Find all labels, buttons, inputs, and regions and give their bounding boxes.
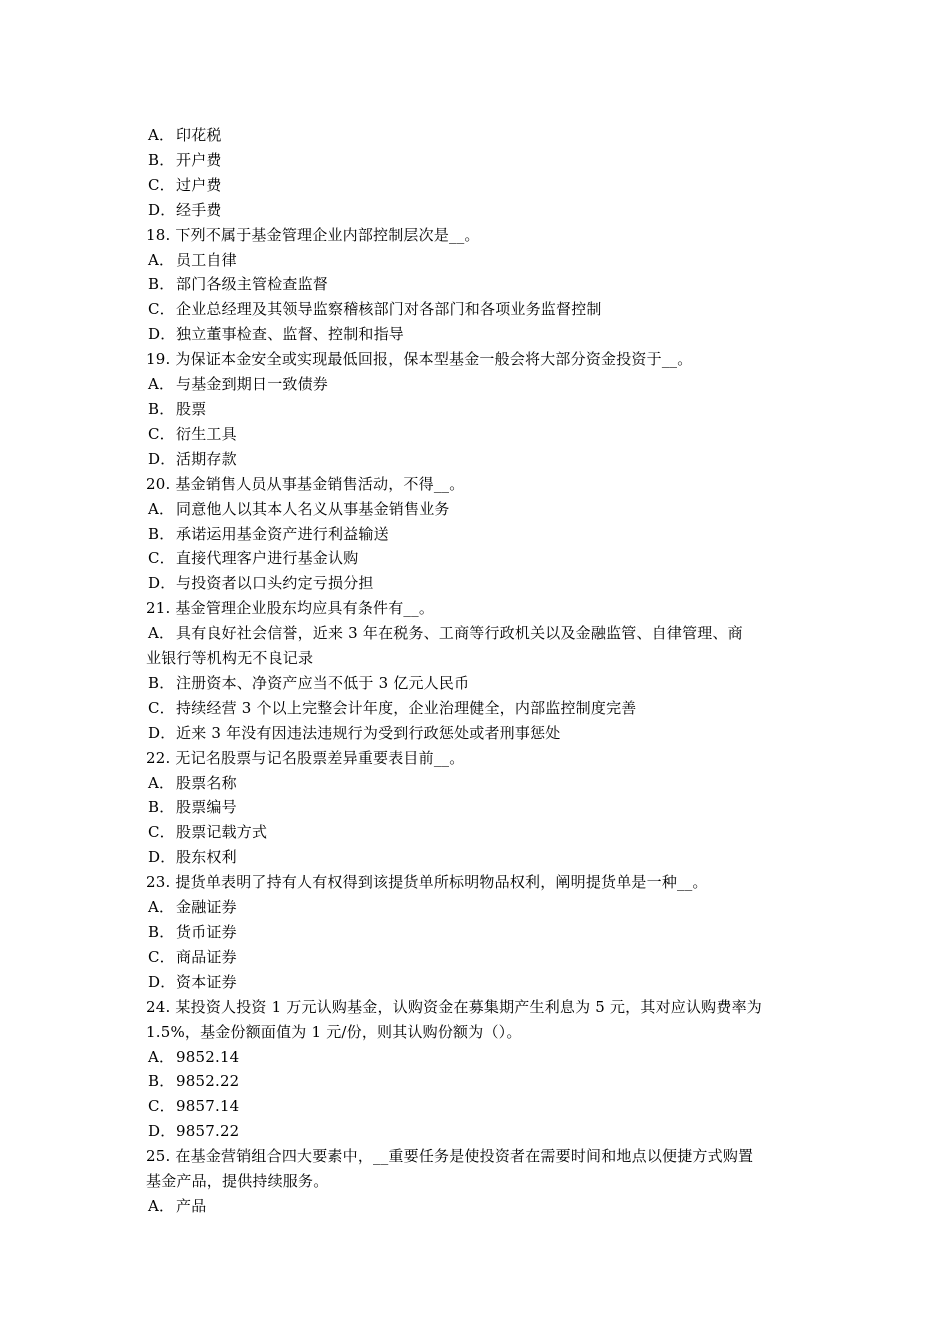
option-text: 近来 3 年没有因违法违规行为受到行政惩处或者刑事惩处 <box>176 723 561 742</box>
option-text: 9857.14 <box>176 1097 240 1116</box>
option-letter: C． <box>148 823 175 842</box>
option-text: 与基金到期日一致债券 <box>176 375 329 394</box>
option-text: 9852.22 <box>176 1072 240 1091</box>
answer-option <box>146 546 810 571</box>
answer-option <box>146 522 810 547</box>
option-text: 资本证券 <box>176 972 237 991</box>
option-text: 具有良好社会信誉，近来 3 年在税务、工商等行政机关以及金融监管、自律管理、商 <box>176 624 743 643</box>
option-letter: B． <box>148 524 175 543</box>
answer-option <box>146 1094 810 1119</box>
answer-option <box>146 1119 810 1144</box>
option-letter: D． <box>148 723 176 742</box>
option-text: 开户费 <box>176 150 222 169</box>
option-letter: D． <box>148 574 176 593</box>
answer-option <box>146 895 810 920</box>
answer-option <box>146 422 810 447</box>
answer-option <box>146 123 810 148</box>
option-letter: B． <box>148 923 175 941</box>
option-text: 金融证券 <box>176 898 237 917</box>
answer-option <box>146 397 810 422</box>
answer-option <box>146 198 810 223</box>
option-text: 企业总经理及其领导监察稽核部门对各部门和各项业务监督控制 <box>176 300 602 319</box>
option-letter: B． <box>148 275 175 294</box>
answer-option <box>146 248 810 273</box>
question-list <box>146 123 810 1219</box>
option-text: 员工自律 <box>176 250 237 269</box>
option-text: 股票记载方式 <box>176 823 268 842</box>
option-letter: B． <box>148 1072 175 1091</box>
option-text: 与投资者以口头约定亏损分担 <box>176 574 374 593</box>
answer-option <box>146 671 810 696</box>
option-text: 持续经营 3 个以上完整会计年度，企业治理健全，内部监控制度完善 <box>176 698 637 717</box>
answer-option <box>146 795 810 820</box>
answer-option <box>146 820 810 845</box>
option-letter: C． <box>148 947 175 966</box>
option-text: 直接代理客户进行基金认购 <box>176 549 359 568</box>
option-letter: C． <box>148 698 175 717</box>
answer-option <box>146 148 810 173</box>
option-letter: A． <box>148 499 175 518</box>
answer-option <box>146 721 810 746</box>
answer-option <box>146 920 810 945</box>
answer-option <box>146 571 810 596</box>
question-text: 25. 在基金营销组合四大要素中，__重要任务是使投资者在需要时间和地点以便捷方式购置 <box>146 1147 754 1166</box>
question-text-continuation: 基金产品，提供持续服务。 <box>146 1172 329 1191</box>
answer-option <box>146 297 810 322</box>
option-letter: B． <box>148 673 175 692</box>
option-letter: A． <box>148 1196 175 1215</box>
answer-option <box>146 173 810 198</box>
option-letter: B． <box>148 150 175 169</box>
answer-option <box>146 621 810 646</box>
option-text: 股票编号 <box>176 798 237 817</box>
option-text: 9857.22 <box>176 1122 240 1141</box>
option-letter: C． <box>148 300 175 319</box>
option-text: 业银行等机构无不良记录 <box>146 649 314 668</box>
answer-option <box>146 372 810 397</box>
answer-option <box>146 447 810 472</box>
option-letter: A． <box>148 250 175 269</box>
option-letter: D． <box>148 325 176 344</box>
option-letter: D． <box>148 972 176 991</box>
option-text: 9852.14 <box>176 1047 240 1066</box>
option-letter: C． <box>148 424 175 443</box>
option-text: 股东权利 <box>176 848 237 867</box>
answer-option <box>146 945 810 970</box>
option-text: 股票名称 <box>176 773 237 792</box>
option-letter: B． <box>148 399 175 418</box>
answer-option-continuation <box>146 646 810 671</box>
question-text-continuation: 1.5%，基金份额面值为 1 元/份，则其认购份额为（）。 <box>146 1022 522 1041</box>
option-letter: A． <box>148 1047 175 1066</box>
option-text: 过户费 <box>176 175 222 194</box>
option-text: 印花税 <box>176 126 222 144</box>
option-text: 同意他人以其本人名义从事基金销售业务 <box>176 499 450 518</box>
option-text: 经手费 <box>176 200 222 219</box>
option-text: 活期存款 <box>176 449 237 468</box>
question-text: 24. 某投资人投资 1 万元认购基金，认购资金在募集期产生利息为 5 元，其对应认购费率为 <box>146 997 762 1016</box>
answer-option <box>146 1194 810 1219</box>
option-letter: D． <box>148 848 176 867</box>
option-text: 产品 <box>176 1196 207 1215</box>
answer-option <box>146 771 810 796</box>
option-text: 部门各级主管检查监督 <box>176 275 329 294</box>
option-text: 衍生工具 <box>176 424 237 443</box>
answer-option <box>146 845 810 870</box>
question-text: 19. 为保证本金安全或实现最低回报，保本型基金一般会将大部分资金投资于__。 <box>146 350 693 369</box>
question-text: 18. 下列不属于基金管理企业内部控制层次是__。 <box>146 225 480 244</box>
answer-option <box>146 497 810 522</box>
option-letter: A． <box>148 375 175 394</box>
option-text: 独立董事检查、监督、控制和指导 <box>176 325 405 344</box>
answer-option <box>146 1069 810 1094</box>
option-text: 商品证券 <box>176 947 237 966</box>
answer-option <box>146 970 810 995</box>
option-letter: C． <box>148 1097 175 1116</box>
question-text: 22. 无记名股票与记名股票差异重要表目前__。 <box>146 748 465 767</box>
option-letter: A． <box>148 624 175 643</box>
option-text: 承诺运用基金资产进行利益输送 <box>176 524 389 543</box>
option-letter: A． <box>148 773 175 792</box>
question-text: 21. 基金管理企业股东均应具有条件有__。 <box>146 599 435 618</box>
option-letter: D． <box>148 1122 176 1141</box>
option-letter: C． <box>148 549 175 568</box>
option-letter: A． <box>148 126 175 144</box>
option-letter: D． <box>148 200 176 219</box>
option-letter: A． <box>148 898 175 917</box>
answer-option <box>146 272 810 297</box>
answer-option <box>146 696 810 721</box>
option-letter: B． <box>148 798 175 817</box>
option-letter: D． <box>148 449 176 468</box>
question-text: 20. 基金销售人员从事基金销售活动，不得__。 <box>146 474 465 493</box>
question-text: 23. 提货单表明了持有人有权得到该提货单所标明物品权利，阐明提货单是一种__。 <box>146 873 708 892</box>
option-text: 注册资本、净资产应当不低于 3 亿元人民币 <box>176 673 470 692</box>
answer-option <box>146 322 810 347</box>
option-text: 货币证券 <box>176 923 237 941</box>
option-text: 股票 <box>176 399 207 418</box>
answer-option <box>146 1045 810 1070</box>
option-letter: C． <box>148 175 175 194</box>
